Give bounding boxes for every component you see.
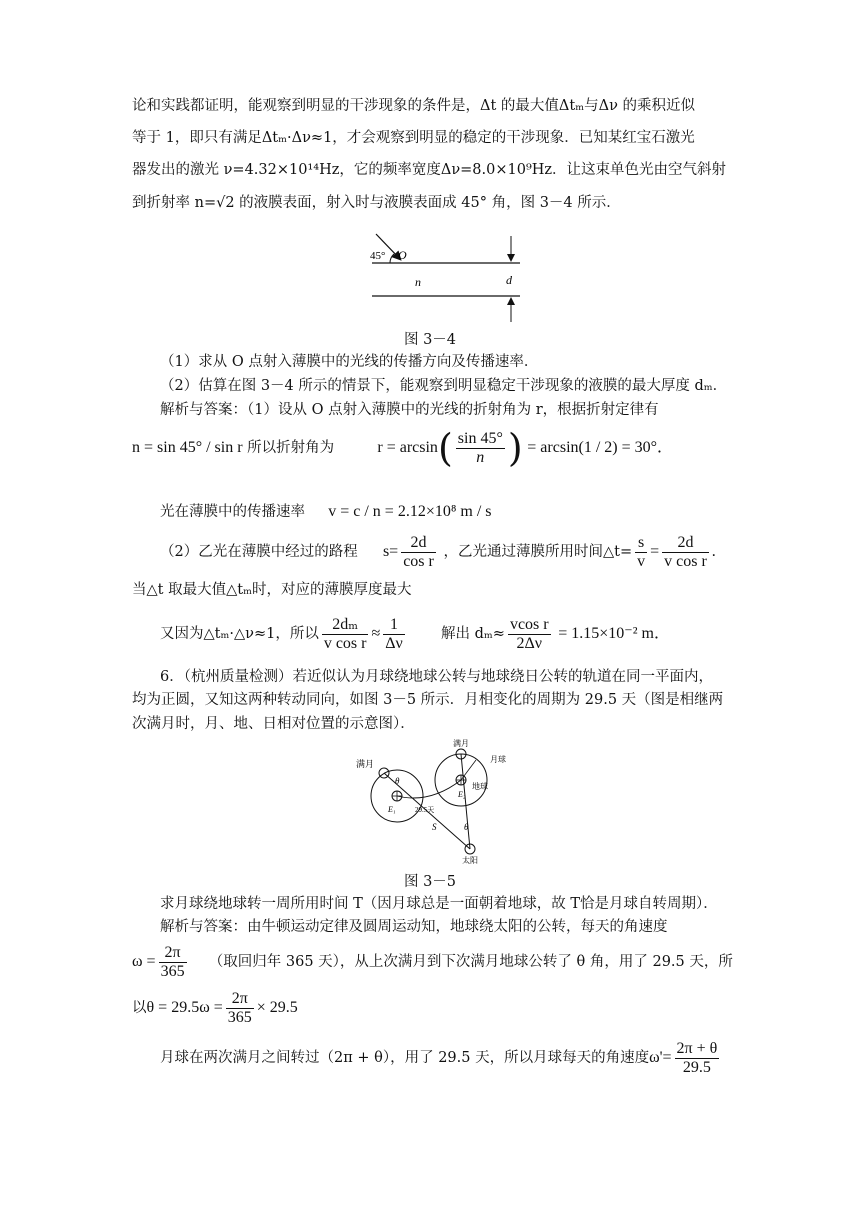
r-lhs: r = arcsin	[377, 439, 438, 456]
label-sun: 太阳	[462, 856, 478, 865]
solution-intro: 解析与答案：（1）设从 O 点射入薄膜中的光线的折射角为 r，根据折射定律有	[160, 402, 659, 418]
omega-num: 2π	[159, 944, 187, 963]
theta-rhs: × 29.5	[256, 999, 298, 1016]
path-text: （2）乙光在薄膜中经过的路程	[160, 544, 358, 560]
sun-moon-line-2	[461, 754, 470, 849]
path-num: 2d	[401, 534, 436, 553]
omega-line	[132, 942, 732, 982]
label-theta-2: θ	[464, 822, 469, 832]
label-moon: 月球	[490, 755, 506, 764]
theta-lead: 以	[132, 1000, 147, 1016]
again-den-2: Δν	[385, 634, 403, 652]
path-line: （2）乙光在薄膜中经过的路程 s= $\frac{2d}{\text{cos r}}$ ，乙光通过薄膜所用时间△t= $\frac{s}{v}$ = $\frac{2d}{\text{v cos r}}$ .	[160, 533, 716, 570]
fig34-thickness: d	[506, 273, 512, 287]
label-e2: E₂	[458, 790, 466, 799]
question-1: （1）求从 O 点射入薄膜中的光线的传播方向及传播速率．	[160, 354, 539, 370]
r-fraction-num: sin 45°	[457, 429, 503, 447]
figure-3-5-caption: 图 3－5	[403, 874, 457, 890]
again-den: v cos r	[323, 634, 367, 652]
moon-text: 月球在两次满月之间转过（2π + θ），用了 29.5 天，所以月球每天的角速度	[160, 1050, 650, 1066]
path-lhs: s=	[382, 543, 399, 560]
max-thickness-text: 当△t 取最大值△tₘ时，对应的薄膜厚度最大	[132, 582, 412, 598]
omega-lhs: ω =	[132, 953, 156, 970]
label-full-moon-left: 满月	[356, 759, 375, 769]
theta-lhs: θ = 29.5ω =	[146, 999, 223, 1016]
label-s: S	[432, 822, 437, 832]
figure-3-5	[356, 739, 520, 865]
question-6: 求月球绕地球转一周所用时间 T（因月球总是一面朝着地球，故 T恰是月球自转周期）．	[160, 896, 718, 912]
omega-den: 365	[160, 962, 185, 980]
time-num-2: 2d	[662, 534, 709, 553]
problem-6-line-3: 次满月时，月、地、日相对位置的示意图）．	[132, 716, 415, 732]
solve-den: 2Δν	[516, 634, 543, 652]
earth-orbit-arc	[397, 780, 461, 798]
problem-6-line-2: 均为正圆，又知这两种转动同向，如图 3－5 所示．月相变化的周期为 29.5 天（图是相继两	[132, 692, 724, 708]
angle-arc	[390, 254, 394, 263]
text-line-3: 器发出的激光 ν=4.32×10¹⁴Hz，它的频率宽度Δν=8.0×10⁹Hz．让这束单色光由空气斜射	[132, 162, 727, 178]
again-num-2: 1	[383, 616, 405, 635]
again-text: 又因为△tₘ·△ν≈1，所以	[160, 626, 319, 642]
r-fraction-den: n	[476, 448, 485, 466]
speed-formula: v = c / n = 2.12×10⁸ m / s	[328, 503, 492, 520]
speed-line	[160, 502, 760, 522]
figure-3-4	[360, 228, 530, 324]
time-num-1: s	[635, 534, 647, 553]
path-den: cos r	[403, 552, 434, 570]
snell-tail-text: 所以折射角为	[247, 440, 335, 456]
solution-6-intro: 解析与答案：由牛顿运动定律及圆周运动知，地球绕太阳的公转，每天的角速度	[160, 919, 668, 935]
label-earth: 地球	[472, 782, 488, 791]
text-line-2: 等于 1，即只有满足Δtₘ·Δν≈1，才会观察到明显的稳定的干涉现象．已知某红宝石激光	[132, 130, 695, 146]
fig34-angle: 45°	[370, 250, 386, 262]
problem-6-line-1: 6．（杭州质量检测）若近似认为月球绕地球公转与地球绕日公转的轨道在同一平面内，	[160, 669, 713, 685]
omega-prime-num: 2π + θ	[676, 1039, 718, 1057]
theta-fraction	[226, 990, 254, 1027]
time-den-1: v	[637, 552, 646, 570]
path-fraction	[401, 534, 436, 571]
again-num: 2dₘ	[322, 616, 369, 635]
solve-text: 解出 dₘ≈	[441, 626, 505, 642]
solve-num: vcos r	[509, 615, 549, 633]
time-fraction-2	[662, 534, 709, 571]
text-line-4: 到折射率 n=√2 的液膜表面，射入时与液膜表面成 45° 角，图 3－4 所示．	[132, 195, 621, 211]
theta-den: 365	[227, 1008, 252, 1026]
question-2: （2）估算在图 3－4 所示的情景下，能观察到明显稳定干涉现象的液膜的最大厚度 dₘ．	[160, 378, 728, 394]
text-line-1: 论和实践都证明，能观察到明显的干涉现象的条件是，Δt 的最大值Δtₘ与Δν 的乘积近似	[132, 98, 695, 114]
r-fraction	[456, 430, 505, 467]
r-rhs: = arcsin(1 / 2) = 30°．	[527, 439, 674, 456]
fig34-point: O	[398, 248, 407, 262]
figure-3-4-caption: 图 3－4	[403, 332, 457, 348]
solve-rhs: = 1.15×10⁻² m．	[558, 625, 670, 642]
speed-text: 光在薄膜中的传播速率	[160, 504, 305, 520]
solve-fraction	[508, 616, 551, 653]
approx-sign: ≈	[371, 625, 381, 642]
label-e1: E₁	[388, 805, 396, 814]
theta-line	[132, 988, 732, 1028]
snell-formula: n = sin 45° / sin r	[132, 439, 243, 456]
label-full-moon-top: 满月	[453, 739, 469, 748]
snell-law-line: n = sin 45° / sin r 所以折射角为 r = arcsin( $\frac{\sin 45^\circ}{n}$ ) = arcsin(1 / 2) = 30°．	[132, 426, 674, 470]
omega-prime-line	[160, 1038, 740, 1078]
fig34-medium: n	[415, 275, 421, 289]
time-text: ，乙光通过薄膜所用时间△t=	[443, 544, 633, 560]
label-theta-1: θ	[395, 776, 400, 786]
omega-prime-lhs: ω'=	[649, 1049, 672, 1066]
time-fraction-1	[635, 534, 647, 571]
omega-prime-fraction	[675, 1040, 720, 1077]
omega-tail: （取回归年 365 天），从上次满月到下次满月地球公转了 θ 角，用了 29.5 天，所	[208, 954, 733, 970]
again-line	[160, 614, 760, 654]
label-days: 29.5天	[415, 806, 435, 814]
omega-fraction	[159, 944, 187, 981]
time-den-2: v cos r	[664, 552, 707, 570]
theta-num: 2π	[226, 990, 254, 1009]
omega-prime-den: 29.5	[682, 1058, 711, 1076]
again-fraction-2	[383, 616, 405, 653]
again-fraction	[322, 616, 369, 653]
